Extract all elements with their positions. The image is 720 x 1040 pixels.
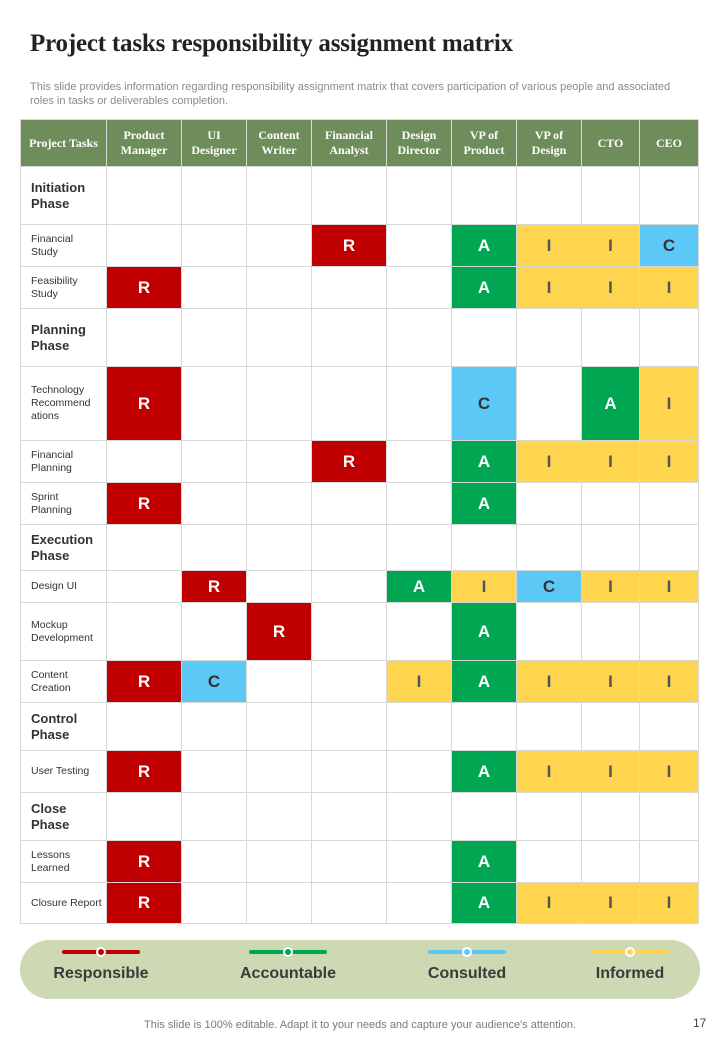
empty-cell [312,309,387,367]
empty-cell [312,703,387,751]
raci-cell: R [107,661,182,703]
legend-item-informed [555,950,705,983]
task-label: Technology Recommend ations [21,367,107,441]
raci-cell: I [640,883,699,924]
raci-cell: I [452,571,517,603]
legend-label: Consulted [427,965,507,982]
raci-cell: I [640,441,699,483]
empty-cell [107,525,182,571]
empty-cell [312,571,387,603]
task-row [21,441,699,483]
empty-cell [387,483,452,525]
task-label: Mockup Development [21,603,107,661]
empty-cell [182,603,247,661]
raci-cell: I [582,441,640,483]
empty-cell [182,883,247,924]
empty-cell [517,483,582,525]
task-label: Feasibility Study [21,267,107,309]
raci-cell: A [452,441,517,483]
phase-row [21,703,699,751]
page-number: 17 [693,1016,707,1030]
raci-cell: I [640,751,699,793]
empty-cell [247,661,312,703]
empty-cell [312,841,387,883]
task-row [21,661,699,703]
empty-cell [582,483,640,525]
raci-cell: C [182,661,247,703]
raci-cell: I [640,367,699,441]
empty-cell [517,603,582,661]
raci-cell: A [452,883,517,924]
empty-cell [107,603,182,661]
empty-cell [387,441,452,483]
empty-cell [582,793,640,841]
raci-cell: A [452,225,517,267]
empty-cell [387,703,452,751]
empty-cell [107,309,182,367]
task-row [21,603,699,661]
empty-cell [517,841,582,883]
empty-cell [640,841,699,883]
raci-cell: I [582,571,640,603]
empty-cell [387,603,452,661]
raci-cell: I [517,225,582,267]
empty-cell [312,483,387,525]
empty-cell [387,793,452,841]
legend-line-icon [62,950,140,954]
task-label: Closure Report [21,883,107,924]
raci-cell: I [517,661,582,703]
empty-cell [312,661,387,703]
raci-cell: R [107,751,182,793]
empty-cell [387,225,452,267]
raci-cell: R [247,603,312,661]
empty-cell [582,603,640,661]
empty-cell [517,525,582,571]
column-header: CEO [640,120,699,167]
raci-cell: I [640,571,699,603]
legend-label: Responsible [53,965,149,982]
empty-cell [387,525,452,571]
legend-dot-icon [283,947,293,957]
empty-cell [452,793,517,841]
raci-cell: I [517,883,582,924]
empty-cell [182,525,247,571]
empty-cell [107,225,182,267]
empty-cell [582,525,640,571]
raci-cell: R [312,441,387,483]
legend-dot-icon [625,947,635,957]
legend-label: Accountable [239,965,336,982]
empty-cell [312,751,387,793]
empty-cell [312,267,387,309]
empty-cell [640,525,699,571]
empty-cell [247,367,312,441]
phase-label: Initiation Phase [21,167,107,225]
task-row [21,751,699,793]
empty-cell [387,167,452,225]
matrix-header-row [21,120,699,167]
raci-cell: I [517,267,582,309]
empty-cell [247,571,312,603]
empty-cell [640,483,699,525]
column-header: Project Tasks [21,120,107,167]
empty-cell [582,167,640,225]
footer-note: This slide is 100% editable. Adapt it to your needs and capture your audience's attention. [144,1019,576,1031]
empty-cell [387,309,452,367]
raci-cell: R [107,367,182,441]
task-row [21,483,699,525]
raci-cell: I [640,267,699,309]
column-header: VP of Product [452,120,517,167]
empty-cell [107,571,182,603]
empty-cell [387,267,452,309]
empty-cell [312,603,387,661]
page-subtitle: This slide provides information regarding responsibility assignment matrix that covers participation of various people and associated roles in tasks or deliverables completion. [30,81,671,107]
raci-cell: I [517,751,582,793]
raci-cell: A [452,751,517,793]
raci-cell: A [452,603,517,661]
legend-item-responsible [26,950,176,983]
column-header: Design Director [387,120,452,167]
empty-cell [182,267,247,309]
empty-cell [312,167,387,225]
task-row [21,883,699,924]
phase-label: Planning Phase [21,309,107,367]
empty-cell [582,703,640,751]
empty-cell [387,841,452,883]
task-label: Content Creation [21,661,107,703]
raci-cell: A [452,841,517,883]
empty-cell [247,751,312,793]
empty-cell [517,367,582,441]
raci-cell: A [387,571,452,603]
raci-cell: I [517,441,582,483]
raci-cell: R [107,483,182,525]
column-header: VP of Design [517,120,582,167]
legend-line-icon [428,950,506,954]
empty-cell [182,841,247,883]
empty-cell [312,525,387,571]
column-header: CTO [582,120,640,167]
raci-cell: R [182,571,247,603]
phase-row [21,167,699,225]
empty-cell [107,793,182,841]
column-header: Content Writer [247,120,312,167]
phase-row [21,525,699,571]
empty-cell [312,793,387,841]
task-label: Sprint Planning [21,483,107,525]
raci-cell: I [640,661,699,703]
column-header: Product Manager [107,120,182,167]
responsibility-matrix [20,119,699,924]
legend-label: Informed [595,965,665,982]
empty-cell [247,883,312,924]
phase-row [21,309,699,367]
empty-cell [452,167,517,225]
empty-cell [182,167,247,225]
empty-cell [517,167,582,225]
empty-cell [247,703,312,751]
task-row [21,367,699,441]
raci-cell: A [582,367,640,441]
task-row [21,267,699,309]
legend-line-icon [591,950,669,954]
raci-cell: A [452,483,517,525]
empty-cell [387,367,452,441]
phase-label: Execution Phase [21,525,107,571]
empty-cell [182,225,247,267]
empty-cell [247,525,312,571]
empty-cell [640,167,699,225]
empty-cell [452,703,517,751]
task-row [21,225,699,267]
raci-cell: R [312,225,387,267]
raci-cell: I [387,661,452,703]
raci-cell: I [582,751,640,793]
empty-cell [182,703,247,751]
raci-cell: A [452,267,517,309]
column-header: Financial Analyst [312,120,387,167]
raci-cell: R [107,883,182,924]
empty-cell [247,841,312,883]
raci-cell: C [640,225,699,267]
legend-dot-icon [462,947,472,957]
empty-cell [312,883,387,924]
raci-cell: R [107,841,182,883]
empty-cell [107,167,182,225]
empty-cell [387,751,452,793]
empty-cell [107,703,182,751]
legend-item-accountable [213,950,363,983]
task-label: User Testing [21,751,107,793]
raci-cell: I [582,225,640,267]
empty-cell [107,441,182,483]
empty-cell [247,483,312,525]
legend-dot-icon [96,947,106,957]
empty-cell [640,309,699,367]
empty-cell [517,309,582,367]
empty-cell [182,309,247,367]
task-row [21,571,699,603]
raci-cell: C [452,367,517,441]
raci-cell: A [452,661,517,703]
empty-cell [182,751,247,793]
empty-cell [247,309,312,367]
phase-row [21,793,699,841]
task-label: Financial Study [21,225,107,267]
empty-cell [387,883,452,924]
legend-line-icon [249,950,327,954]
legend-item-consulted [392,950,542,983]
task-row [21,841,699,883]
empty-cell [182,441,247,483]
raci-cell: R [107,267,182,309]
empty-cell [312,367,387,441]
task-label: Design UI [21,571,107,603]
task-label: Lessons Learned [21,841,107,883]
raci-cell: I [582,267,640,309]
raci-cell: C [517,571,582,603]
column-header: UI Designer [182,120,247,167]
raci-cell: I [582,661,640,703]
empty-cell [182,367,247,441]
empty-cell [247,267,312,309]
empty-cell [640,793,699,841]
task-label: Financial Planning [21,441,107,483]
empty-cell [640,703,699,751]
empty-cell [247,793,312,841]
empty-cell [247,167,312,225]
empty-cell [517,793,582,841]
raci-cell: I [582,883,640,924]
empty-cell [452,525,517,571]
empty-cell [582,841,640,883]
empty-cell [247,225,312,267]
page-title: Project tasks responsibility assignment matrix [30,30,513,57]
empty-cell [640,603,699,661]
empty-cell [452,309,517,367]
empty-cell [517,703,582,751]
empty-cell [582,309,640,367]
empty-cell [247,441,312,483]
phase-label: Control Phase [21,703,107,751]
phase-label: Close Phase [21,793,107,841]
empty-cell [182,793,247,841]
legend [20,940,700,999]
empty-cell [182,483,247,525]
